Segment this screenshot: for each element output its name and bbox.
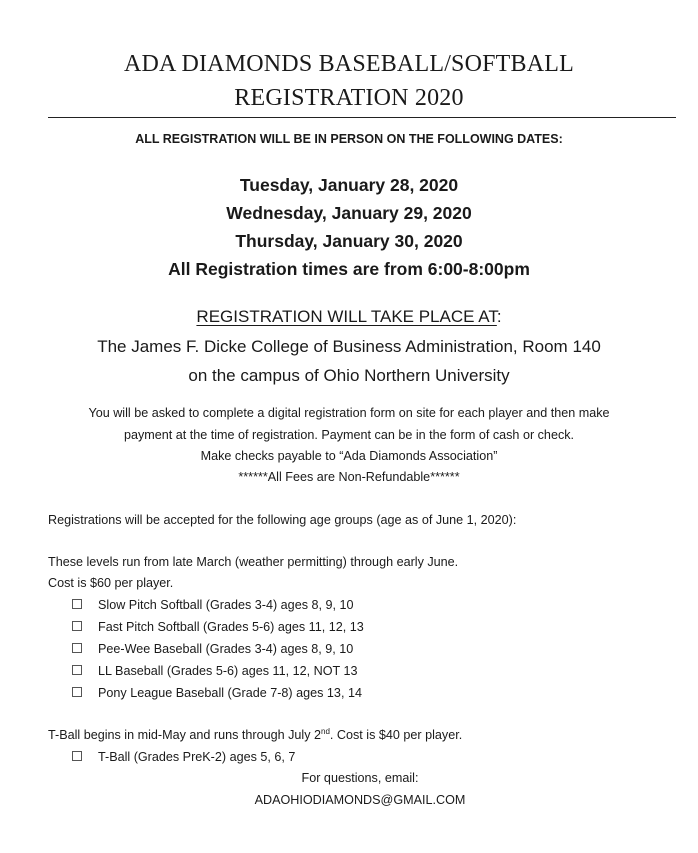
- location-line-2: on the campus of Ohio Northern University: [188, 366, 510, 385]
- list-item: [72, 642, 353, 656]
- date-line-3: Thursday, January 30, 2020: [235, 231, 463, 251]
- location-heading-row: [0, 307, 698, 327]
- location-line-1: The James F. Dicke College of Business Administration, Room 140: [97, 337, 601, 356]
- date-line-1: Tuesday, January 28, 2020: [239, 175, 459, 195]
- spring-cost: Cost is $60 per player.: [48, 576, 174, 590]
- age-groups-intro: Registrations will be accepted for the following age groups (age as of June 1, 2020):: [48, 513, 517, 527]
- contact-prompt: For questions, email:: [301, 771, 419, 785]
- registration-times: All Registration times are from 6:00-8:00pm: [168, 259, 530, 279]
- title-line-2: REGISTRATION 2020: [234, 85, 464, 111]
- checkbox[interactable]: [72, 665, 82, 675]
- list-item: [72, 686, 362, 700]
- list-item-label: Pee-Wee Baseball (Grades 3-4) ages 8, 9, 10: [98, 642, 354, 656]
- location-heading: REGISTRATION WILL TAKE PLACE AT: [196, 307, 497, 326]
- location-heading-colon: :: [496, 307, 502, 326]
- list-item-label: Slow Pitch Softball (Grades 3-4) ages 8, 9, 10: [98, 598, 354, 612]
- list-item: [72, 620, 364, 634]
- list-item: [72, 598, 354, 612]
- checkbox[interactable]: [72, 751, 82, 761]
- list-item: [72, 664, 357, 678]
- instructions-line-2: payment at the time of registration. Payment can be in the form of cash or check.: [123, 428, 575, 442]
- checkbox[interactable]: [72, 621, 82, 631]
- checkbox[interactable]: [72, 599, 82, 609]
- date-line-2: Wednesday, January 29, 2020: [226, 203, 472, 223]
- in-person-notice: ALL REGISTRATION WILL BE IN PERSON ON THE FOLLOWING DATES:: [135, 132, 563, 146]
- instructions-line-1: You will be asked to complete a digital registration form on site for each player and then make: [88, 406, 610, 420]
- list-item: [72, 750, 295, 764]
- list-item-label: Fast Pitch Softball (Grades 5-6) ages 11, 12, 13: [98, 620, 364, 634]
- list-item-label: LL Baseball (Grades 5-6) ages 11, 12, NOT 13: [98, 664, 358, 678]
- list-item-label: T-Ball (Grades PreK-2) ages 5, 6, 7: [98, 750, 296, 764]
- title-line-1: ADA DIAMONDS BASEBALL/SOFTBALL: [123, 51, 575, 77]
- list-item-label: Pony League Baseball (Grade 7-8) ages 13, 14: [98, 686, 362, 700]
- tball-cost: . Cost is $40 per player.: [329, 728, 463, 742]
- tball-description: [48, 728, 462, 742]
- checkbox[interactable]: [72, 687, 82, 697]
- checkbox[interactable]: [72, 643, 82, 653]
- instructions-line-3: Make checks payable to “Ada Diamonds Association”: [200, 449, 498, 463]
- spring-season-description: These levels run from late March (weather permitting) through early June.: [48, 555, 459, 569]
- contact-email[interactable]: ADAOHIODIAMONDS@GMAIL.COM: [254, 793, 466, 807]
- ordinal-suffix: nd: [321, 726, 330, 736]
- non-refundable-notice: ******All Fees are Non-Refundable******: [238, 470, 460, 484]
- tball-description-text: T-Ball begins in mid-May and runs through July 2: [48, 728, 321, 742]
- title-divider: [48, 117, 676, 118]
